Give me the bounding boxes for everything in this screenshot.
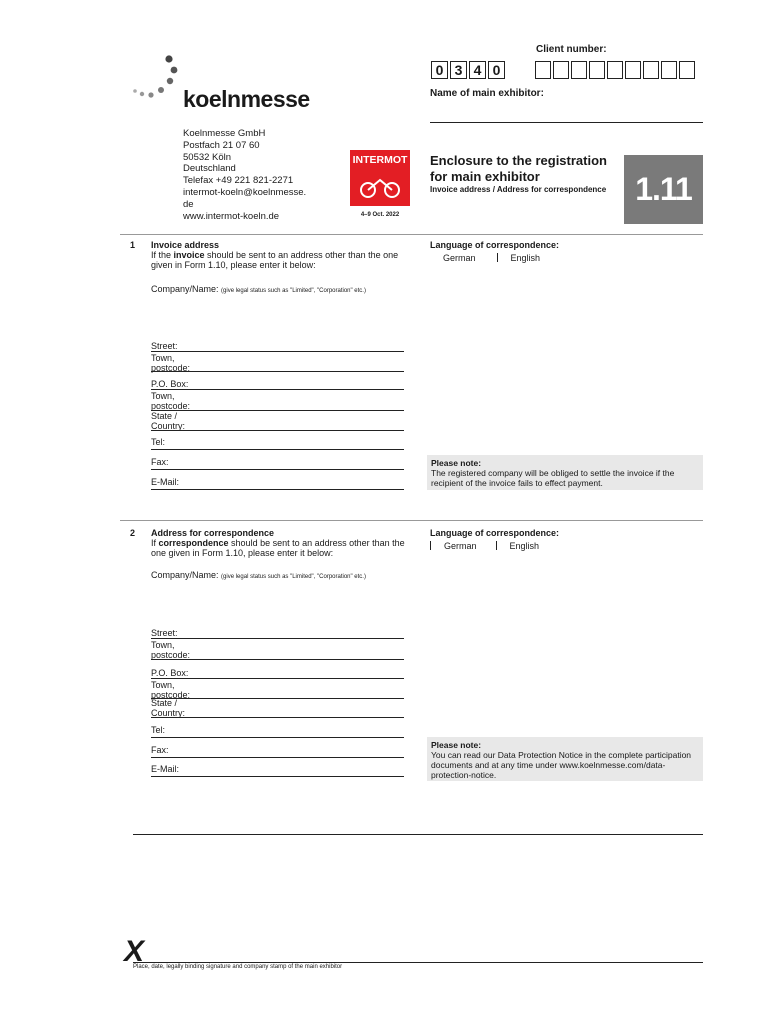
section2-company-field[interactable]: [151, 582, 404, 627]
section1-tel-label: Tel:: [151, 437, 166, 447]
client-number-box[interactable]: [571, 61, 587, 79]
section2-email-label: E-Mail:: [151, 764, 180, 774]
section2-note: [427, 737, 703, 781]
note-title: Please note:: [431, 740, 482, 750]
section2-fax-field[interactable]: [151, 757, 404, 758]
koelnmesse-logo-icon: [130, 52, 190, 102]
client-number-box[interactable]: [643, 61, 659, 79]
section1-company-label: Company/Name: (give legal status such as "Limited", "Corporation" etc.): [151, 284, 366, 294]
section2-fax-label: Fax:: [151, 745, 169, 755]
motorcycle-icon: [350, 168, 410, 204]
section1-email-label: E-Mail:: [151, 477, 180, 487]
section2-street-field[interactable]: [151, 638, 404, 639]
form-title-line: for main exhibitor: [430, 169, 540, 184]
note-text: The registered company will be obliged to settle the invoice if the recipient of the invoice fails to effect payment.: [431, 468, 675, 488]
section1-description: If the invoice should be sent to an address other than the one given in Form 1.10, please enter it below:: [151, 250, 399, 270]
form-number-badge: 1.11: [624, 155, 703, 224]
section1-street-field[interactable]: [151, 351, 404, 352]
section1-town-label: Town, postcode:: [151, 353, 191, 373]
signature-line[interactable]: [133, 962, 703, 963]
form-title-line: Enclosure to the registration: [430, 153, 607, 168]
section2-state-field[interactable]: [151, 717, 404, 718]
client-number-box[interactable]: [589, 61, 605, 79]
section2-pobox-label: P.O. Box:: [151, 668, 189, 678]
section2-town2-label: Town, postcode:: [151, 680, 191, 700]
section1-title: Invoice address: [151, 240, 220, 250]
client-number-box[interactable]: [625, 61, 641, 79]
section1-town-field[interactable]: [151, 371, 404, 372]
english-checkbox[interactable]: [496, 541, 504, 550]
section-divider: [133, 834, 703, 835]
section1-note: [427, 455, 703, 490]
client-number-box[interactable]: [679, 61, 695, 79]
section2-town-label: Town, postcode:: [151, 640, 191, 660]
section2-description: If correspondence should be sent to an address other than the one given in Form 1.10, please enter it below:: [151, 538, 405, 558]
section1-pobox-label: P.O. Box:: [151, 379, 189, 389]
address-line: intermot-koeln@koelnmesse.: [183, 186, 307, 198]
address-line: Deutschland: [183, 163, 236, 175]
address-line: Telefax +49 221 821-2271: [183, 175, 294, 187]
form-subtitle: Invoice address / Address for correspondence: [430, 185, 607, 194]
section1-email-field[interactable]: [151, 489, 404, 490]
client-digit-1[interactable]: 0: [431, 61, 448, 79]
section1-town2-label: Town, postcode:: [151, 391, 191, 411]
section1-tel-field[interactable]: [151, 449, 404, 450]
address-line: 50532 Köln: [183, 151, 232, 163]
section1-fax-field[interactable]: [151, 469, 404, 470]
address-line: www.intermot-koeln.de: [183, 210, 280, 222]
main-exhibitor-label: Name of main exhibitor:: [430, 88, 544, 99]
client-number-label: Client number:: [536, 44, 607, 55]
client-digit-2[interactable]: 3: [450, 61, 467, 79]
german-label: German: [444, 541, 477, 551]
section1-pobox-field[interactable]: [151, 389, 404, 390]
english-checkbox[interactable]: [497, 253, 505, 262]
intermot-logo: [350, 150, 410, 206]
section1-state-field[interactable]: [151, 430, 404, 431]
event-dates: 4–9 Oct. 2022: [360, 212, 400, 218]
section2-tel-field[interactable]: [151, 737, 404, 738]
client-number-box[interactable]: [661, 61, 677, 79]
german-checkbox[interactable]: [430, 253, 437, 262]
section2-state-label: State / Country:: [151, 698, 186, 718]
section2-street-label: Street:: [151, 628, 178, 638]
section1-lang-label: Language of correspondence:: [430, 240, 560, 250]
client-digit-3[interactable]: 4: [469, 61, 486, 79]
client-number-box[interactable]: [553, 61, 569, 79]
section1-state-label: State / Country:: [151, 411, 186, 431]
english-label: English: [510, 253, 541, 263]
section-divider: [120, 234, 703, 235]
intermot-name: INTERMOT: [352, 154, 408, 166]
address-line: de: [183, 198, 194, 210]
section2-title: Address for correspondence: [151, 528, 275, 538]
section1-fax-label: Fax:: [151, 457, 169, 467]
address-line: Postfach 21 07 60: [183, 139, 260, 151]
section1-company-field[interactable]: [151, 296, 404, 348]
section2-email-field[interactable]: [151, 776, 404, 777]
address-line: Koelnmesse GmbH: [183, 128, 266, 139]
main-exhibitor-line[interactable]: [430, 122, 703, 123]
client-number-box[interactable]: [607, 61, 623, 79]
form-title: [430, 153, 607, 185]
section2-pobox-field[interactable]: [151, 678, 404, 679]
section1-number: 1: [130, 240, 136, 250]
client-number-box[interactable]: [535, 61, 551, 79]
german-checkbox[interactable]: [430, 541, 438, 550]
section-divider: [120, 520, 703, 521]
signature-label: Place, date, legally binding signature and company stamp of the main exhibitor: [133, 964, 343, 970]
section2-number: 2: [130, 528, 136, 538]
signature-x-mark: X: [124, 935, 145, 968]
note-text: You can read our Data Protection Notice in the complete participation documents and at any time under www.koelnmesse.com/data-protection-notice.: [431, 750, 692, 780]
section2-lang-label: Language of correspondence:: [430, 528, 560, 538]
section1-lang-options: [430, 253, 540, 263]
brand-wordmark: koelnmesse: [183, 86, 310, 112]
client-digit-4[interactable]: 0: [488, 61, 505, 79]
section2-company-label: Company/Name: (give legal status such as "Limited", "Corporation" etc.): [151, 570, 366, 580]
section2-tel-label: Tel:: [151, 725, 166, 735]
section2-lang-options: [430, 541, 539, 551]
sender-address: [183, 128, 306, 222]
german-label: German: [443, 253, 476, 263]
note-title: Please note:: [431, 458, 482, 468]
section1-street-label: Street:: [151, 341, 178, 351]
english-label: English: [509, 541, 540, 551]
section2-town-field[interactable]: [151, 659, 404, 660]
